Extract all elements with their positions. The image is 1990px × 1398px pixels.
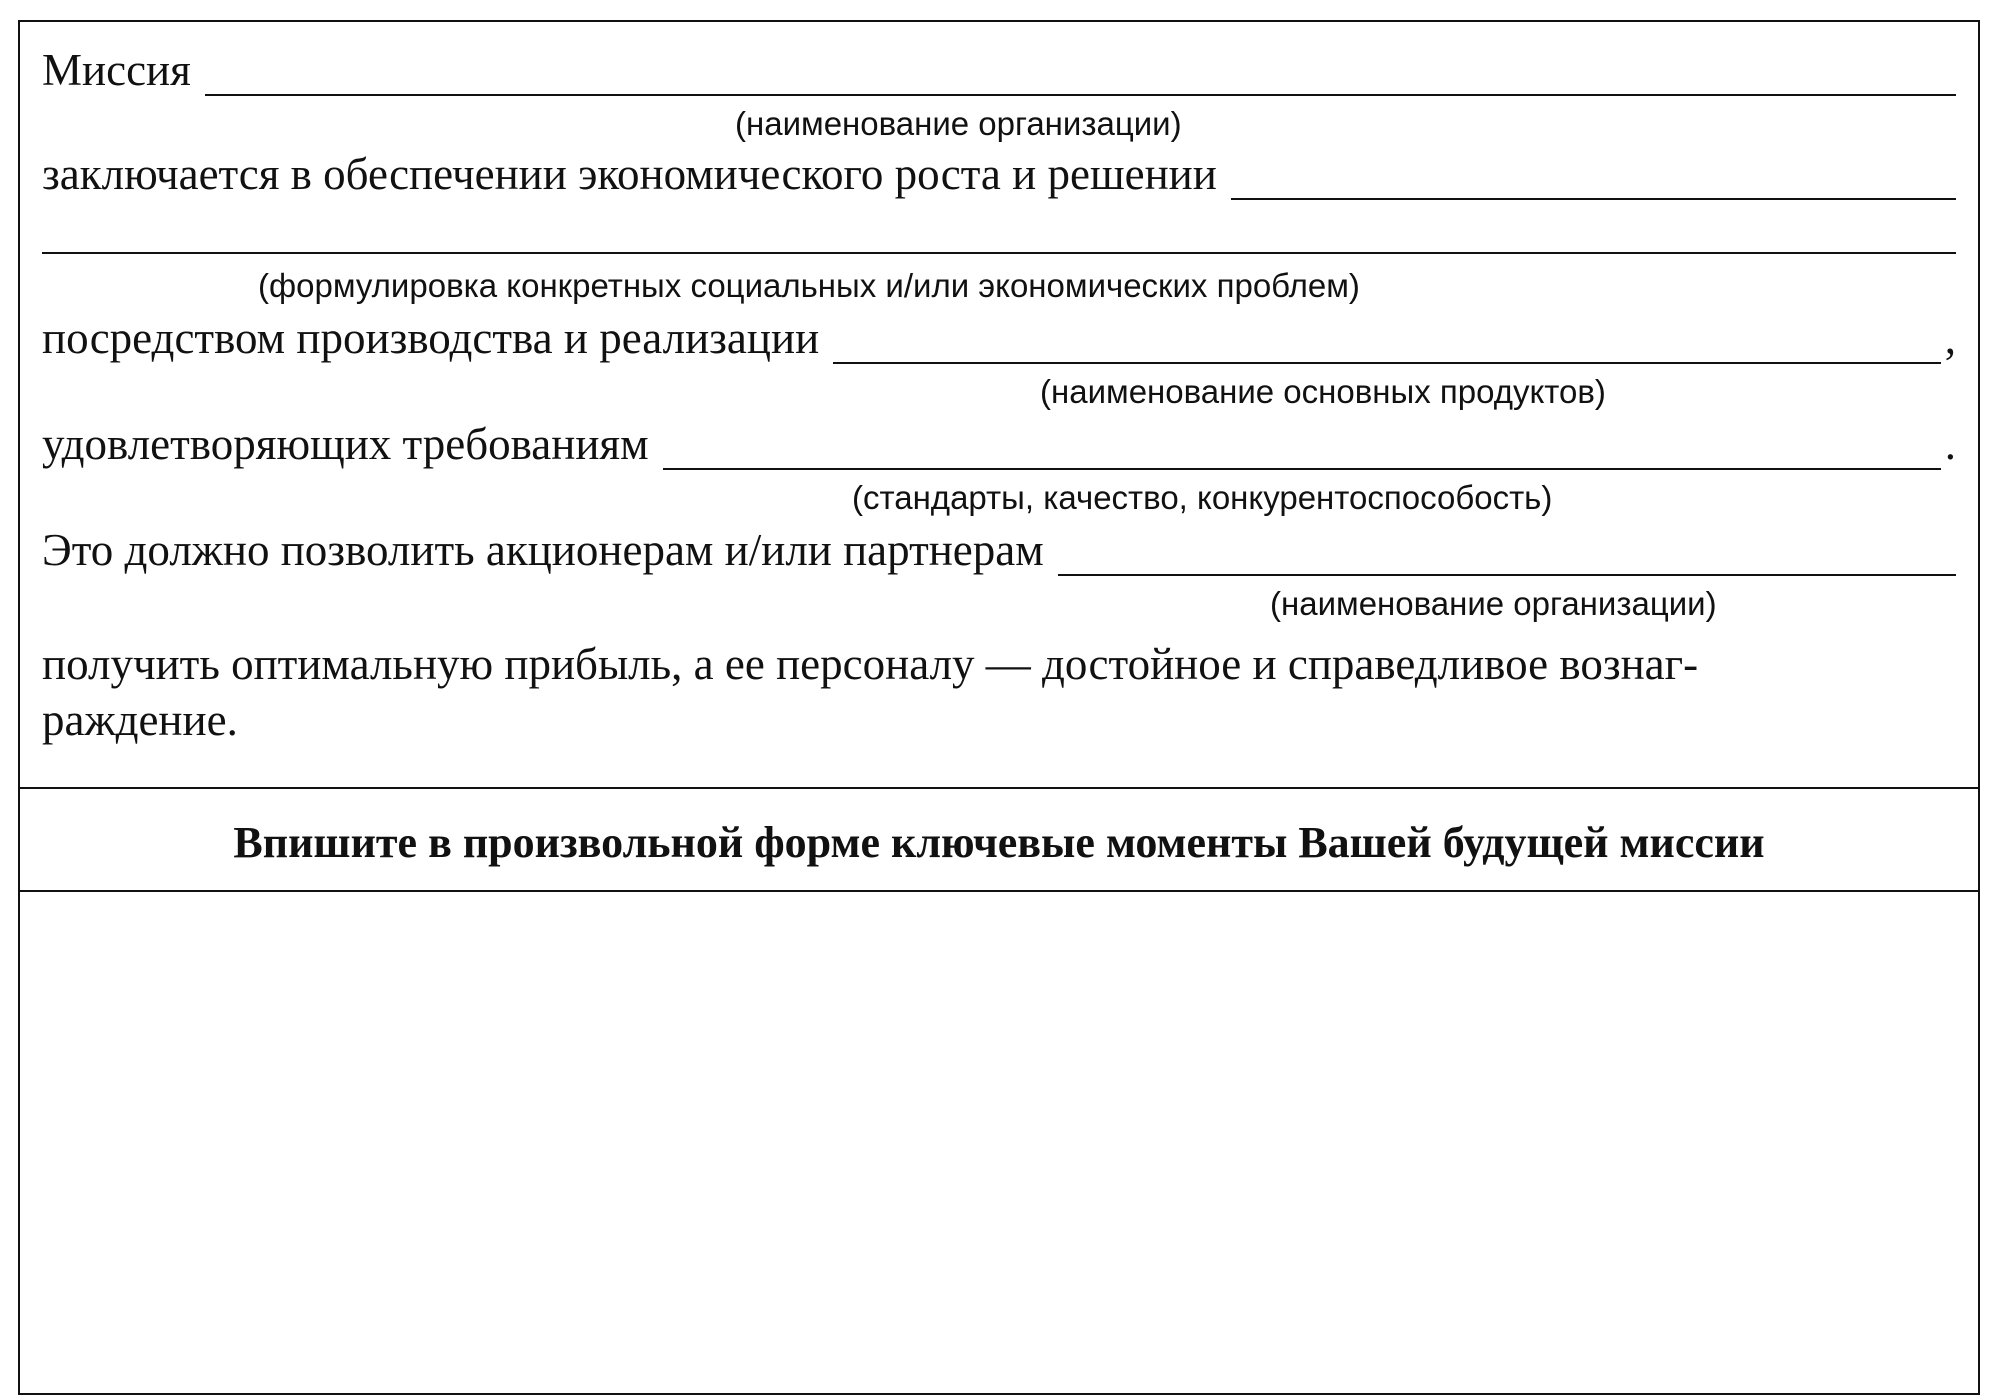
closing-paragraph-line-2: раждение. [42,695,238,745]
economic-growth-text: заключается в обеспечении экономического роста и решении [42,149,1217,199]
products-hint: (наименование основных продуктов) [1040,373,1606,410]
production-text: посредством производства и реализации [42,313,820,363]
problems-blank-1[interactable] [1231,158,1956,200]
mission-lead-text: Миссия [42,45,191,95]
instruction-heading: Впишите в произвольной форме ключевые моменты Вашей будущей миссии [233,818,1765,867]
requirements-hint: (стандарты, качество, конкурентоспособость) [852,479,1553,516]
mission-answer-area[interactable] [20,892,1978,1395]
mission-line-5 [42,418,1956,470]
instruction-section [20,789,1978,892]
problems-hint: (формулировка конкретных социальных и/или экономических проблем) [258,267,1360,304]
shareholders-organization-hint: (наименование организации) [1270,585,1717,622]
mission-line-3 [42,212,1956,254]
organization-name-hint: (наименование организации) [735,105,1182,142]
mission-line-6 [42,524,1956,576]
mission-form-frame [18,20,1980,1395]
mission-template-section [20,22,1978,789]
mission-line-1 [42,44,1956,96]
closing-paragraph-line-1: получить оптимальную прибыль, а ее персоналу — достойное и справедливое вознаг- [42,639,1699,689]
comma: , [1944,313,1956,363]
problems-blank-2[interactable] [42,212,1956,254]
requirements-text: удовлетворяющих требованиям [42,419,649,469]
period: . [1944,419,1956,469]
products-blank[interactable] [833,322,1941,364]
requirements-blank[interactable] [663,428,1941,470]
mission-line-2 [42,148,1956,200]
organization-name-blank[interactable] [205,54,1956,96]
shareholders-organization-blank[interactable] [1058,534,1956,576]
shareholders-text: Это должно позволить акционерам и/или партнерам [42,525,1044,575]
mission-line-4 [42,312,1956,364]
